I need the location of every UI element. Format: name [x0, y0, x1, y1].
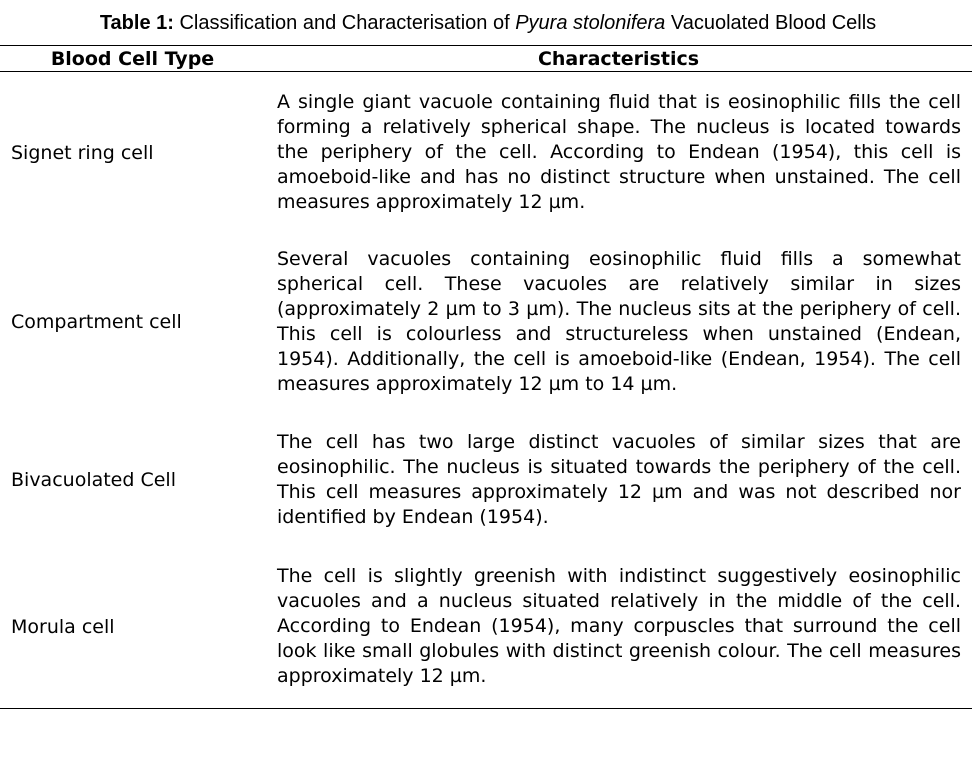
table-caption-text-post: Vacuolated Blood Cells — [665, 12, 877, 34]
table-caption-label: Table 1: — [99, 12, 174, 34]
table-caption-species: Pyura stolonifera — [515, 12, 666, 34]
cell-type-morula: Morula cell — [11, 616, 115, 638]
column-header-characteristics: Characteristics — [537, 48, 700, 70]
cell-characteristics-morula: The cell is slightly greenish with indistinct suggestively eosinophilic vacuoles and a nucleus situated relatively in the middle of the cell. According to Endean (1954), many corpuscles that surround the cell look like small globules with distinct greenish colour. The cell measures approximately 12 µm. — [277, 565, 961, 687]
cell-characteristics-compartment: Several vacuoles containing eosinophilic fluid fills a somewhat spherical cell. These vacuoles are relatively similar in sizes (approximately 2 µm to 3 µm). The nucleus sits at the periphery of cell. This cell is colourless and structureless when unstained (Endean, 1954). Additionally, the cell is amoeboid-like (Endean, 1954). The cell measures approximately 12 µm to 14 µm. — [277, 248, 961, 395]
cell-type-compartment: Compartment cell — [11, 311, 182, 333]
table-top-rule — [0, 45, 972, 46]
table-bottom-rule — [0, 708, 972, 709]
cell-characteristics-signet-ring: A single giant vacuole containing fluid that is eosinophilic fills the cell forming a relatively spherical shape. The nucleus is located towards the periphery of the cell. According to Endean (1954), this cell is amoeboid-like and has no distinct structure when unstained. The cell measures approximately 12 µm. — [277, 91, 961, 213]
cell-characteristics-bivacuolated: The cell has two large distinct vacuoles of similar sizes that are eosinophilic. The nucleus is situated towards the periphery of the cell. This cell measures approximately 12 µm and was not described nor identified by Endean (1954). — [277, 431, 961, 528]
column-header-blood-cell-type: Blood Cell Type — [50, 48, 215, 70]
table-caption — [0, 10, 976, 36]
cell-type-signet-ring: Signet ring cell — [11, 142, 154, 164]
table-caption-text-pre: Classification and Characterisation of — [173, 12, 516, 34]
cell-type-bivacuolated: Bivacuolated Cell — [11, 469, 176, 491]
table-header-rule — [0, 71, 972, 72]
